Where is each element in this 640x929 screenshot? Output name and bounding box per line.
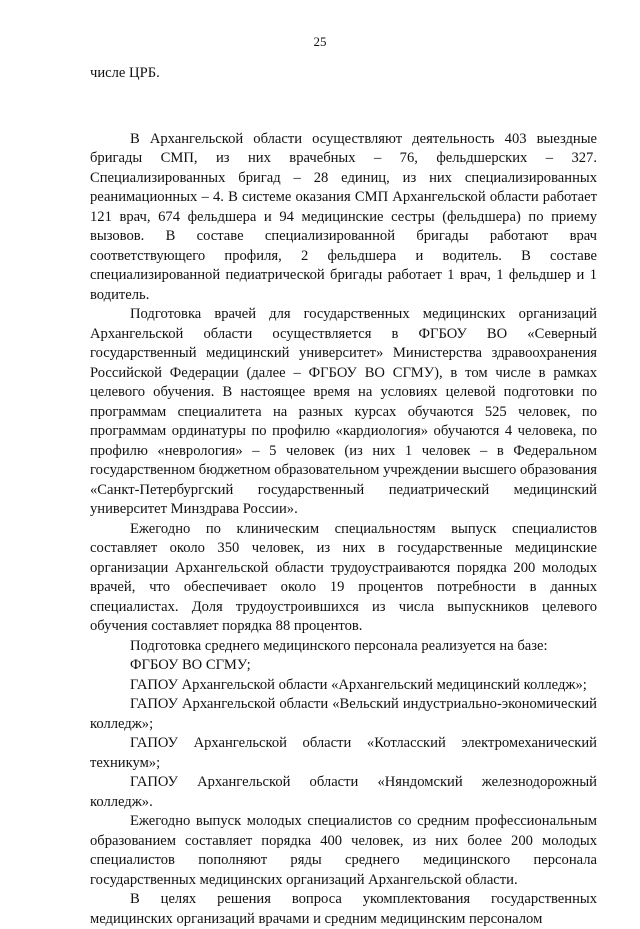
paragraph-graduates: Ежегодно по клиническим специальностям выпуск специалистов составляет около 350 человек, из них в государственные медицинские организации Архангельской области трудоустраиваются порядка 200 молодых врачей, что обеспечивает около 19 процентов потребности в данных специалистах. Доля трудоустроившихся из числа выпускников целевого обучения составляет порядка 88 процентов. [90,520,597,634]
document-body [90,64,597,929]
paragraph-nursing-training-intro: Подготовка среднего медицинского персонала реализуется на базе: [130,637,548,654]
paragraph-staffing: В целях решения вопроса укомплектования государственных медицинских организаций врачами и средним медицинским персоналом [90,891,597,927]
list-item: ГАПОУ Архангельской области «Няндомский железнодорожный колледж». [90,774,597,810]
list-item: ГАПОУ Архангельской области «Вельский индустриально-экономический колледж»; [90,696,597,732]
paragraph-doctor-training: Подготовка врачей для государственных медицинских организаций Архангельской области осуществляется в ФГБОУ ВО «Северный государственный медицинский университет» Министерства здравоохранения Российской Федерации (далее – ФГБОУ ВО СГМУ), в том числе в рамках целевого обучения. В настоящее время на условиях целевой подготовки по программам специалитета на разных курсах обучаются 525 человек, по программам ординатуры по профилю «кардиология» обучаются 4 человека, по профилю «неврология» – 5 человек (из них 1 человек – в Федеральном государственном бюджетном образовательном учреждении высшего образования «Санкт-Петербургский государственный педиатрический медицинский университет Минздрава России». [90,306,597,517]
paragraph-continuation: числе ЦРБ. [90,65,160,81]
list-item: ФГБОУ ВО СГМУ; [130,657,251,673]
list-item: ГАПОУ Архангельской области «Архангельский медицинский колледж»; [130,676,587,693]
paragraph-secondary-graduates: Ежегодно выпуск молодых специалистов со средним профессиональным образованием составляет порядка 400 человек, из них более 200 молодых специалистов пополняют ряды среднего медицинского персонала государственных медицинских организаций Архангельской области. [90,813,597,888]
page-number: 25 [313,34,327,49]
paragraph-emergency-brigades: В Архангельской области осуществляют деятельность 403 выездные бригады СМП, из них врачебных – 76, фельдшерских – 327. Специализированных бригад – 28 единиц, из них специализированных реанимационных – 4. В системе оказания СМП Архангельской области работает 121 врач, 674 фельдшера и 94 медицинские сестры (фельдшера) по приему вызовов. В составе специализированной бригады работают врач соответствующего профиля, 2 фельдшера и водитель. В составе специализированной педиатрической бригады работает 1 врач, 1 фельдшер и 1 водитель. [90,130,597,303]
list-item: ГАПОУ Архангельской области «Котласский электромеханический техникум»; [90,735,597,771]
